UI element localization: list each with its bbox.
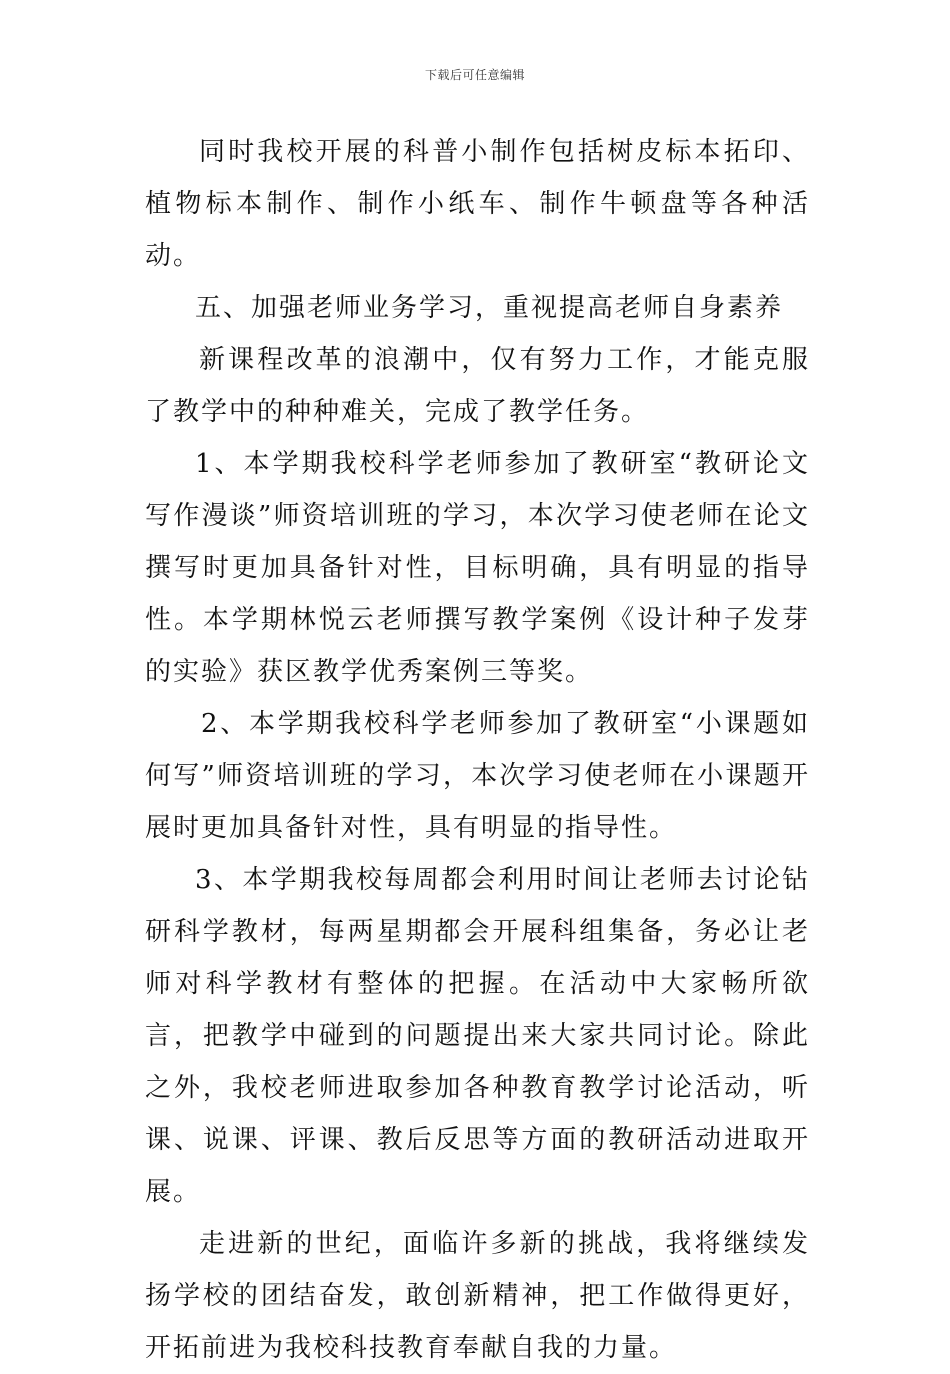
document-body xyxy=(145,126,810,1374)
paragraph-item-2: 2、本学期我校科学老师参加了教研室“小课题如何写”师资培训班的学习，本次学习使老师在小课题开展时更加具备针对性，具有明显的指导性。 xyxy=(145,709,810,843)
header-note: 下载后可任意编辑 xyxy=(424,68,525,82)
paragraph-item-1: 1、本学期我校科学老师参加了教研室“教研论文写作漫谈”师资培训班的学习，本次学习使老师在论文撰写时更加具备针对性，目标明确，具有明显的指导性。本学期林悦云老师撰写教学案例《设计种子发芽的实验》获区教学优秀案例三等奖。 xyxy=(145,449,810,687)
section-heading-teacher-study: 五、加强老师业务学习，重视提高老师自身素养 xyxy=(195,293,784,323)
paragraph-science-activities: 同时我校开展的科普小制作包括树皮标本拓印、植物标本制作、制作小纸车、制作牛顿盘等各种活动。 xyxy=(145,137,810,271)
paragraph-item-3: 3、本学期我校每周都会利用时间让老师去讨论钻研科学教材，每两星期都会开展科组集备，务必让老师对科学教材有整体的把握。在活动中大家畅所欲言，把教学中碰到的问题提出来大家共同讨论。除此之外，我校老师进取参加各种教育教学讨论活动，听课、说课、评课、教后反思等方面的教研活动进取开展。 xyxy=(145,865,810,1207)
paragraph-conclusion: 走进新的世纪，面临许多新的挑战，我将继续发扬学校的团结奋发，敢创新精神，把工作做得更好，开拓前进为我校科技教育奉献自我的力量。 xyxy=(145,1229,810,1363)
paragraph-curriculum-reform: 新课程改革的浪潮中，仅有努力工作，才能克服了教学中的种种难关，完成了教学任务。 xyxy=(145,345,810,427)
